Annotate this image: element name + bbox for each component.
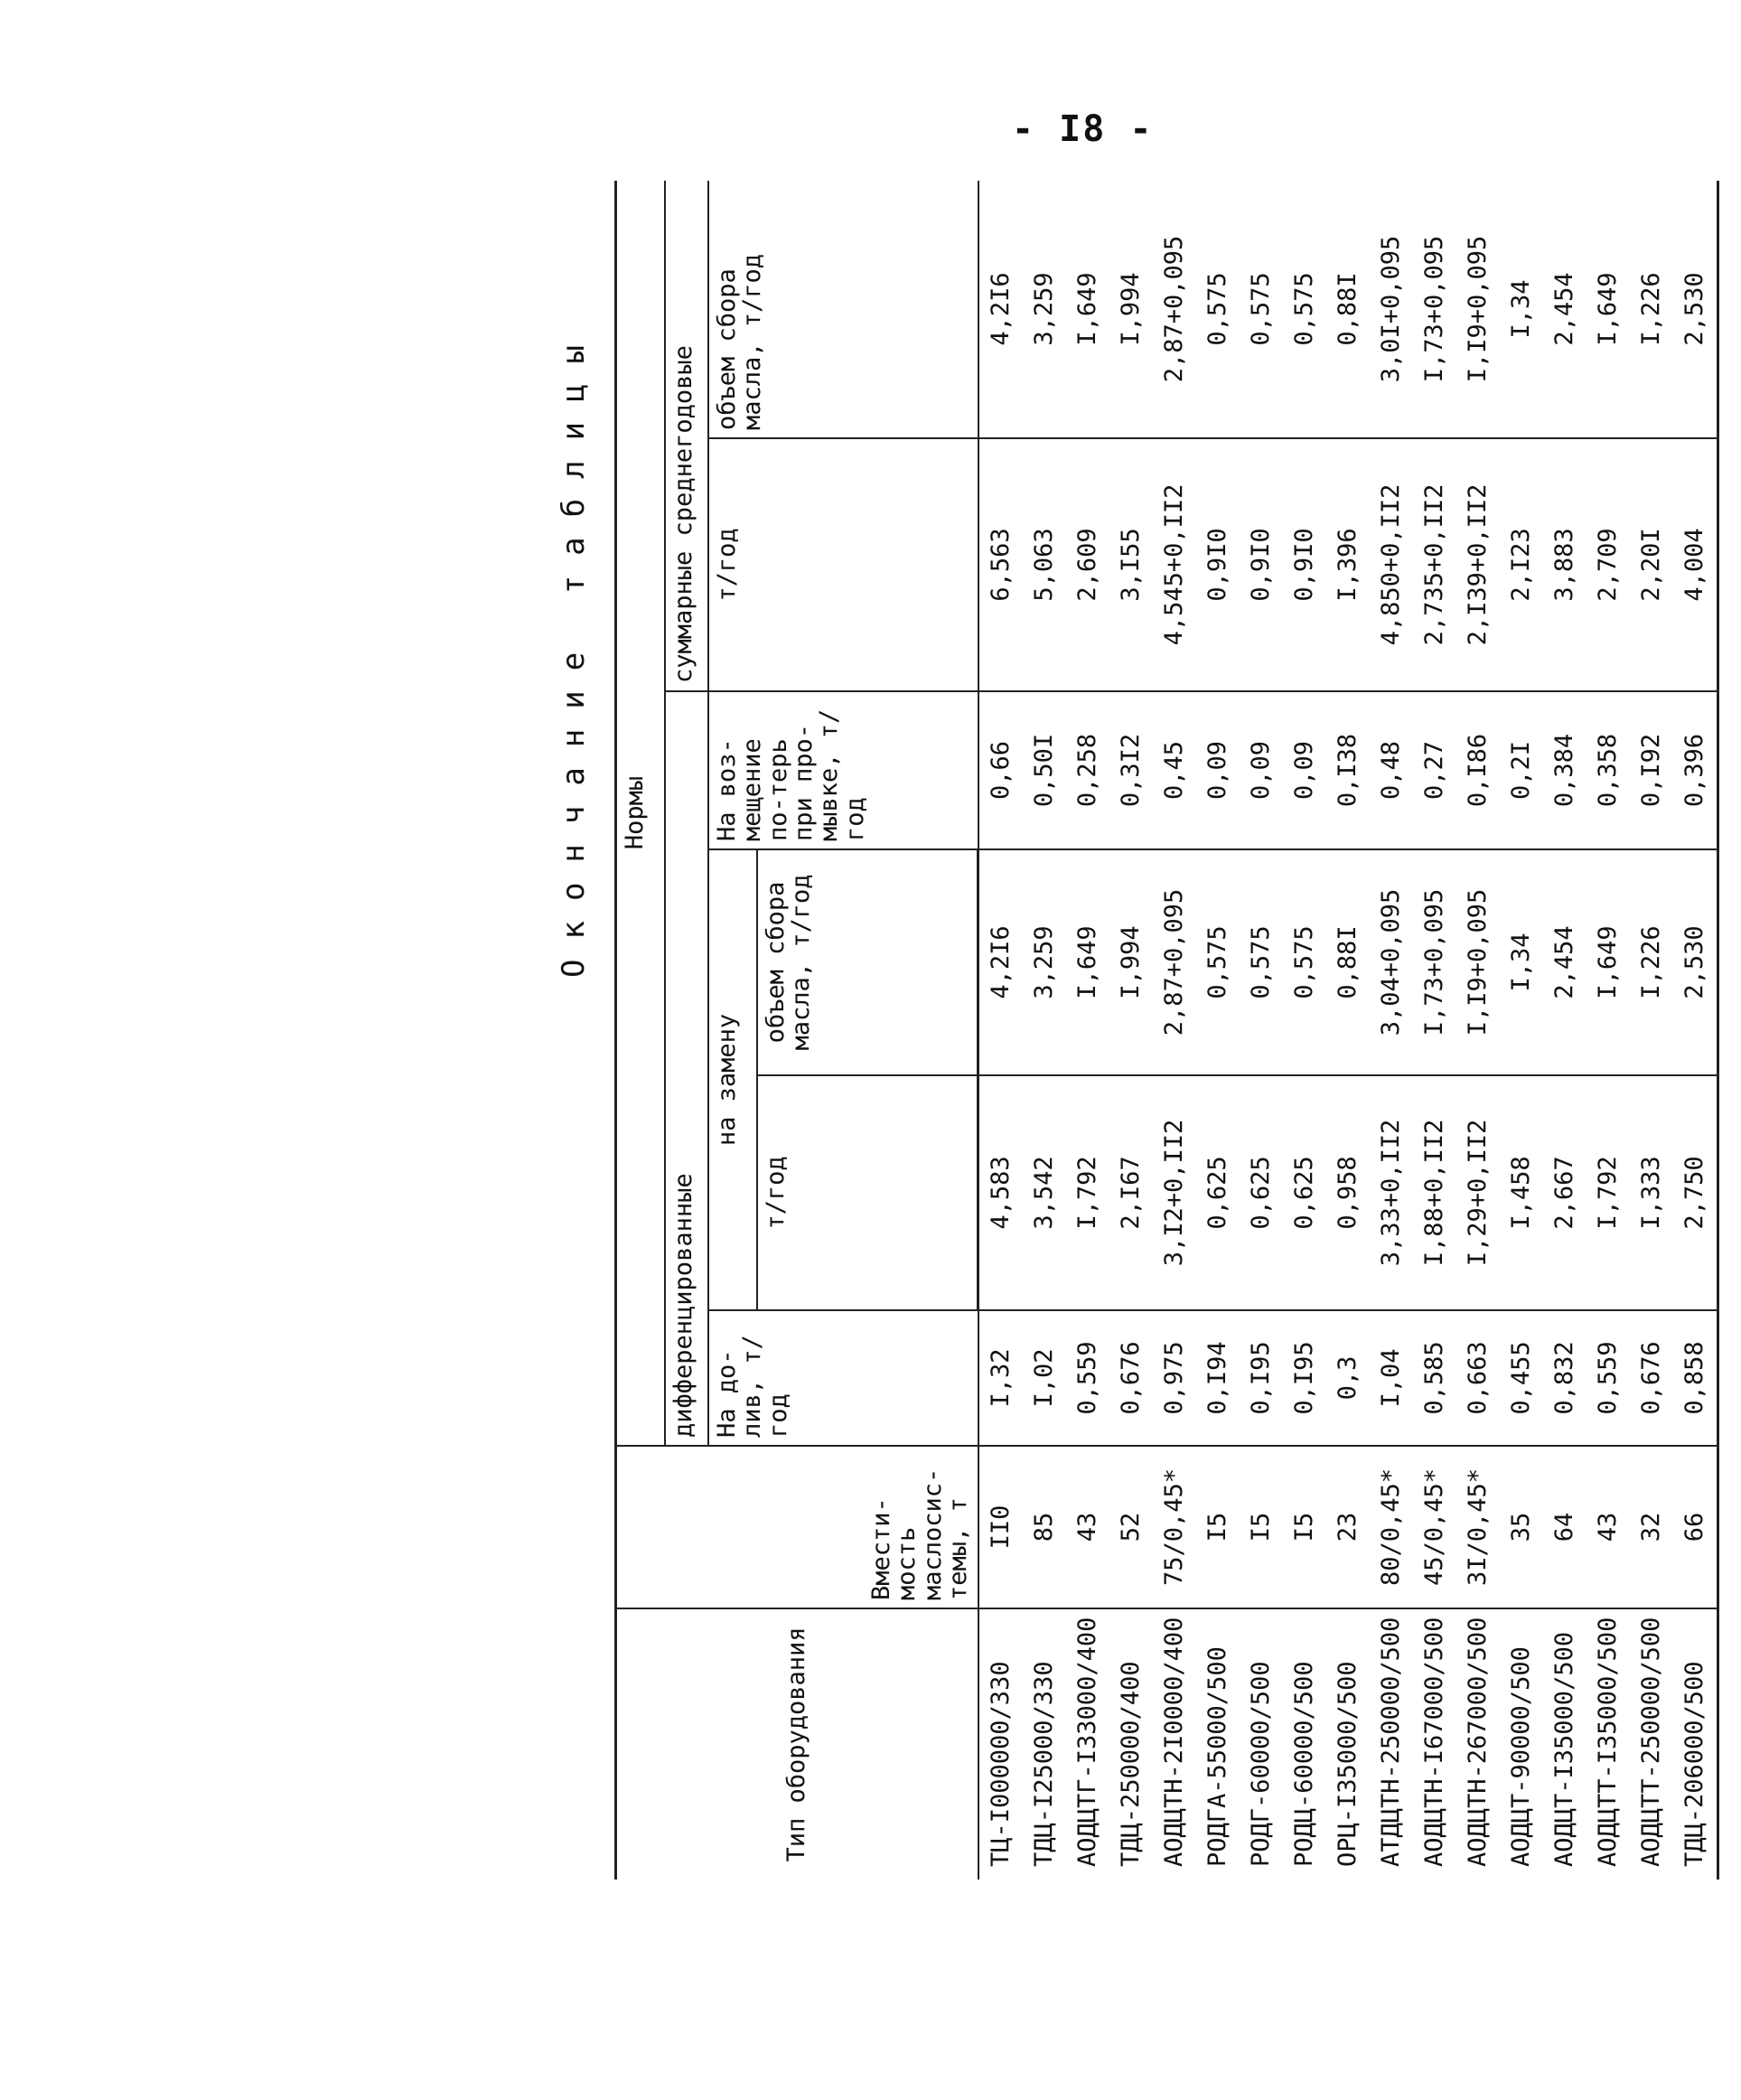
table-cell: 35	[1500, 1446, 1543, 1608]
table-cell: 0,575	[1196, 181, 1240, 438]
table-cell: I,34	[1500, 849, 1543, 1075]
header-capacity: Вмести-мость маслосис-темы, т	[616, 1446, 978, 1608]
table-cell: 2,454	[1543, 849, 1587, 1075]
table-cell: 6,563	[978, 438, 1024, 691]
table-cell: 23	[1326, 1446, 1370, 1608]
table-cell: 0,559	[1587, 1310, 1630, 1446]
table-body	[978, 181, 1718, 1880]
table-cell: 2,709	[1587, 438, 1630, 691]
table-cell: АТДЦТН-250000/500	[1377, 1617, 1405, 1867]
header-repl-tyear: т/год	[757, 1075, 978, 1310]
table-cell: 0,258	[1066, 691, 1109, 849]
table-cell: ТДЦ-I25000/330	[1030, 1661, 1058, 1867]
table-cell: I,333	[1630, 1075, 1673, 1310]
table-cell: 4,004	[1673, 438, 1718, 691]
table-cell: 2,735+0,II2	[1413, 438, 1456, 691]
table-cell: I,649	[1066, 181, 1109, 438]
table-row	[1500, 181, 1543, 1880]
table-cell: I,32	[978, 1310, 1024, 1446]
table-cell: 45/0,45*	[1413, 1446, 1456, 1608]
table-row	[1240, 181, 1283, 1880]
header-repl-collect: объем сбора масла, т/год	[757, 849, 978, 1075]
table-cell: АОДЦТН-267000/500	[1464, 1617, 1492, 1867]
table-cell: 0,676	[1109, 1310, 1153, 1446]
table-cell: 0,625	[1240, 1075, 1283, 1310]
table-cell: 75/0,45*	[1153, 1446, 1196, 1608]
table-row	[1066, 181, 1109, 1880]
table-cell: I,226	[1630, 181, 1673, 438]
table-cell: ТДЦ-206000/500	[1673, 1608, 1718, 1880]
table-cell: 0,45	[1153, 691, 1196, 849]
table-cell: I,02	[1023, 1310, 1066, 1446]
table-cell: 3,259	[1023, 181, 1066, 438]
table-cell: 4,545+0,II2	[1153, 438, 1196, 691]
header-type: Тип оборудования	[616, 1608, 978, 1880]
table-cell: I,649	[1066, 849, 1109, 1075]
table-cell: I,73+0,095	[1413, 181, 1456, 438]
header-differentiated: дифференцированные	[665, 691, 708, 1446]
table-cell: 0,455	[1500, 1310, 1543, 1446]
table-cell: 2,I23	[1500, 438, 1543, 691]
table-cell: 2,530	[1673, 181, 1718, 438]
table-cell: 0,09	[1240, 691, 1283, 849]
table-cell: ТЦ-I000000/330	[986, 1661, 1015, 1867]
table-cell: ОРЦ-I35000/500	[1334, 1661, 1362, 1867]
table-row	[1673, 181, 1718, 1880]
table-cell: 3,I55	[1109, 438, 1153, 691]
table-cell: РОДГ-60000/500	[1247, 1661, 1275, 1867]
rotated-table-block	[542, 181, 1708, 1880]
table-cell: I,04	[1370, 1310, 1413, 1446]
table-cell: 0,625	[1283, 1075, 1326, 1310]
table-cell: I,29+0,II2	[1456, 1075, 1500, 1310]
table-cell: 0,88I	[1326, 849, 1370, 1075]
header-norms: Нормы	[616, 181, 666, 1446]
table-row	[1587, 181, 1630, 1880]
table-row	[1543, 181, 1587, 1880]
table-cell: I,I9+0,095	[1456, 849, 1500, 1075]
table-row	[1326, 181, 1370, 1880]
header-sum-collect: объем сбора масла, т/год	[708, 181, 978, 438]
table-cell: 0,I86	[1456, 691, 1500, 849]
table-cell: 3,04+0,095	[1370, 849, 1413, 1075]
table-cell: 4,2I6	[978, 849, 1024, 1075]
table-row	[1196, 181, 1240, 1880]
table-cell: 2,454	[1543, 181, 1587, 438]
table-cell: 3,I2+0,II2	[1153, 1075, 1196, 1310]
table-cell: 0,I92	[1630, 691, 1673, 849]
table-cell: 0,I95	[1240, 1310, 1283, 1446]
table-cell: 0,48	[1370, 691, 1413, 849]
table-cell: РОДЦ-60000/500	[1290, 1661, 1318, 1867]
table-cell: 4,850+0,II2	[1370, 438, 1413, 691]
table-cell: II0	[978, 1446, 1024, 1608]
table-cell: I,792	[1066, 1075, 1109, 1310]
table-cell: АОДЦТН-2I0000/400	[1160, 1617, 1188, 1867]
table-cell: I,792	[1587, 1075, 1630, 1310]
table-cell: 0,2I	[1500, 691, 1543, 849]
table-cell: 3,883	[1543, 438, 1587, 691]
table-cell: 0,I94	[1196, 1310, 1240, 1446]
table-cell: I,34	[1500, 181, 1543, 438]
table-cell: 2,667	[1543, 1075, 1587, 1310]
table-cell: 0,625	[1196, 1075, 1240, 1310]
table-cell: 0,9I0	[1283, 438, 1326, 691]
table-cell: 2,530	[1673, 849, 1718, 1075]
page-number: - I8 -	[1012, 108, 1154, 150]
table-cell: 3,542	[1023, 1075, 1066, 1310]
table-cell: 0,50I	[1023, 691, 1066, 849]
table-cell: 0,958	[1326, 1075, 1370, 1310]
table-cell: I5	[1283, 1446, 1326, 1608]
table-row	[1456, 181, 1500, 1880]
table-cell: I,88+0,II2	[1413, 1075, 1456, 1310]
table-cell: 3,0I+0,095	[1370, 181, 1413, 438]
table-cell: 4,583	[978, 1075, 1024, 1310]
table-cell: I,226	[1630, 849, 1673, 1075]
table-cell: 0,3	[1326, 1310, 1370, 1446]
table-cell: 3,33+0,II2	[1370, 1075, 1413, 1310]
table-cell: I,994	[1109, 181, 1153, 438]
table-cell: АОДЦТ-I35000/500	[1550, 1631, 1578, 1867]
table-cell: 0,88I	[1326, 181, 1370, 438]
table-cell: 2,87+0,095	[1153, 849, 1196, 1075]
table-row	[1109, 181, 1153, 1880]
table-row	[1413, 181, 1456, 1880]
table-cell: 0,384	[1543, 691, 1587, 849]
table-cell: 0,27	[1413, 691, 1456, 849]
table-cell: 0,832	[1543, 1310, 1587, 1446]
table-cell: 2,20I	[1630, 438, 1673, 691]
table-cell: 0,858	[1673, 1310, 1718, 1446]
table-cell: I5	[1196, 1446, 1240, 1608]
table-cell: 0,I38	[1326, 691, 1370, 849]
table-cell: I,649	[1587, 849, 1630, 1075]
table-cell: АОДЦТН-I67000/500	[1420, 1617, 1448, 1867]
table-cell: 3I/0,45*	[1456, 1446, 1500, 1608]
table-cell: 85	[1023, 1446, 1066, 1608]
table-cell: I,458	[1500, 1075, 1543, 1310]
table-cell: 0,559	[1066, 1310, 1109, 1446]
table-cell: I,396	[1326, 438, 1370, 691]
table-cell: АОДЦТТ-250000/500	[1637, 1617, 1665, 1867]
table-cell: I,73+0,095	[1413, 849, 1456, 1075]
table-row	[1370, 181, 1413, 1880]
table-cell: ТДЦ-250000/400	[1117, 1661, 1145, 1867]
table-cell: 0,975	[1153, 1310, 1196, 1446]
table-cell: 0,575	[1283, 181, 1326, 438]
header-replacement: на замену	[708, 849, 757, 1310]
table-row	[978, 181, 1024, 1880]
header-sum-tyear: т/год	[708, 438, 978, 691]
table-row	[1023, 181, 1066, 1880]
table-cell: 0,9I0	[1196, 438, 1240, 691]
table-cell: 0,396	[1673, 691, 1718, 849]
table-cell: 0,3I2	[1109, 691, 1153, 849]
table-cell: АОДЦТТ-I35000/500	[1594, 1617, 1622, 1867]
table-cell: 32	[1630, 1446, 1673, 1608]
table-cell: 0,575	[1283, 849, 1326, 1075]
table-cell: РОДГА-55000/500	[1203, 1646, 1231, 1867]
norms-table	[614, 181, 1719, 1880]
table-row	[1630, 181, 1673, 1880]
table-cell: АОДЦТ-90000/500	[1507, 1646, 1535, 1867]
table-cell: 0,663	[1456, 1310, 1500, 1446]
table-cell: 0,66	[978, 691, 1024, 849]
table-cell: I,994	[1109, 849, 1153, 1075]
table-cell: 4,2I6	[978, 181, 1024, 438]
header-losses: На воз-мещение по-терь при про-мывке, т/год	[708, 691, 978, 849]
table-cell: I,649	[1587, 181, 1630, 438]
table-cell: I5	[1240, 1446, 1283, 1608]
table-cell: 0,676	[1630, 1310, 1673, 1446]
table-caption: Окончание таблицы	[556, 325, 592, 978]
table-cell: 0,575	[1196, 849, 1240, 1075]
table-cell: 0,358	[1587, 691, 1630, 849]
table-cell: 5,063	[1023, 438, 1066, 691]
table-cell: 43	[1066, 1446, 1109, 1608]
table-cell: 0,9I0	[1240, 438, 1283, 691]
table-cell: 2,609	[1066, 438, 1109, 691]
table-cell: 0,575	[1240, 849, 1283, 1075]
table-cell: 43	[1587, 1446, 1630, 1608]
table-cell: АОДЦТГ-I33000/400	[1073, 1617, 1101, 1867]
table-cell: 2,I67	[1109, 1075, 1153, 1310]
table-cell: 3,259	[1023, 849, 1066, 1075]
table-cell: 0,09	[1283, 691, 1326, 849]
header-summary: суммарные среднегодовые	[665, 181, 708, 691]
table-row	[1153, 181, 1196, 1880]
header-topup: На до-лив, т/год	[708, 1310, 978, 1446]
table-cell: 0,575	[1240, 181, 1283, 438]
table-cell: 80/0,45*	[1370, 1446, 1413, 1608]
table-cell: 0,09	[1196, 691, 1240, 849]
table-row	[1283, 181, 1326, 1880]
table-cell: 0,585	[1413, 1310, 1456, 1446]
table-cell: 0,I95	[1283, 1310, 1326, 1446]
table-cell: 66	[1673, 1446, 1718, 1608]
table-cell: I,I9+0,095	[1456, 181, 1500, 438]
table-cell: 64	[1543, 1446, 1587, 1608]
table-cell: 52	[1109, 1446, 1153, 1608]
table-cell: 2,87+0,095	[1153, 181, 1196, 438]
table-cell: 2,I39+0,II2	[1456, 438, 1500, 691]
table-cell: 2,750	[1673, 1075, 1718, 1310]
